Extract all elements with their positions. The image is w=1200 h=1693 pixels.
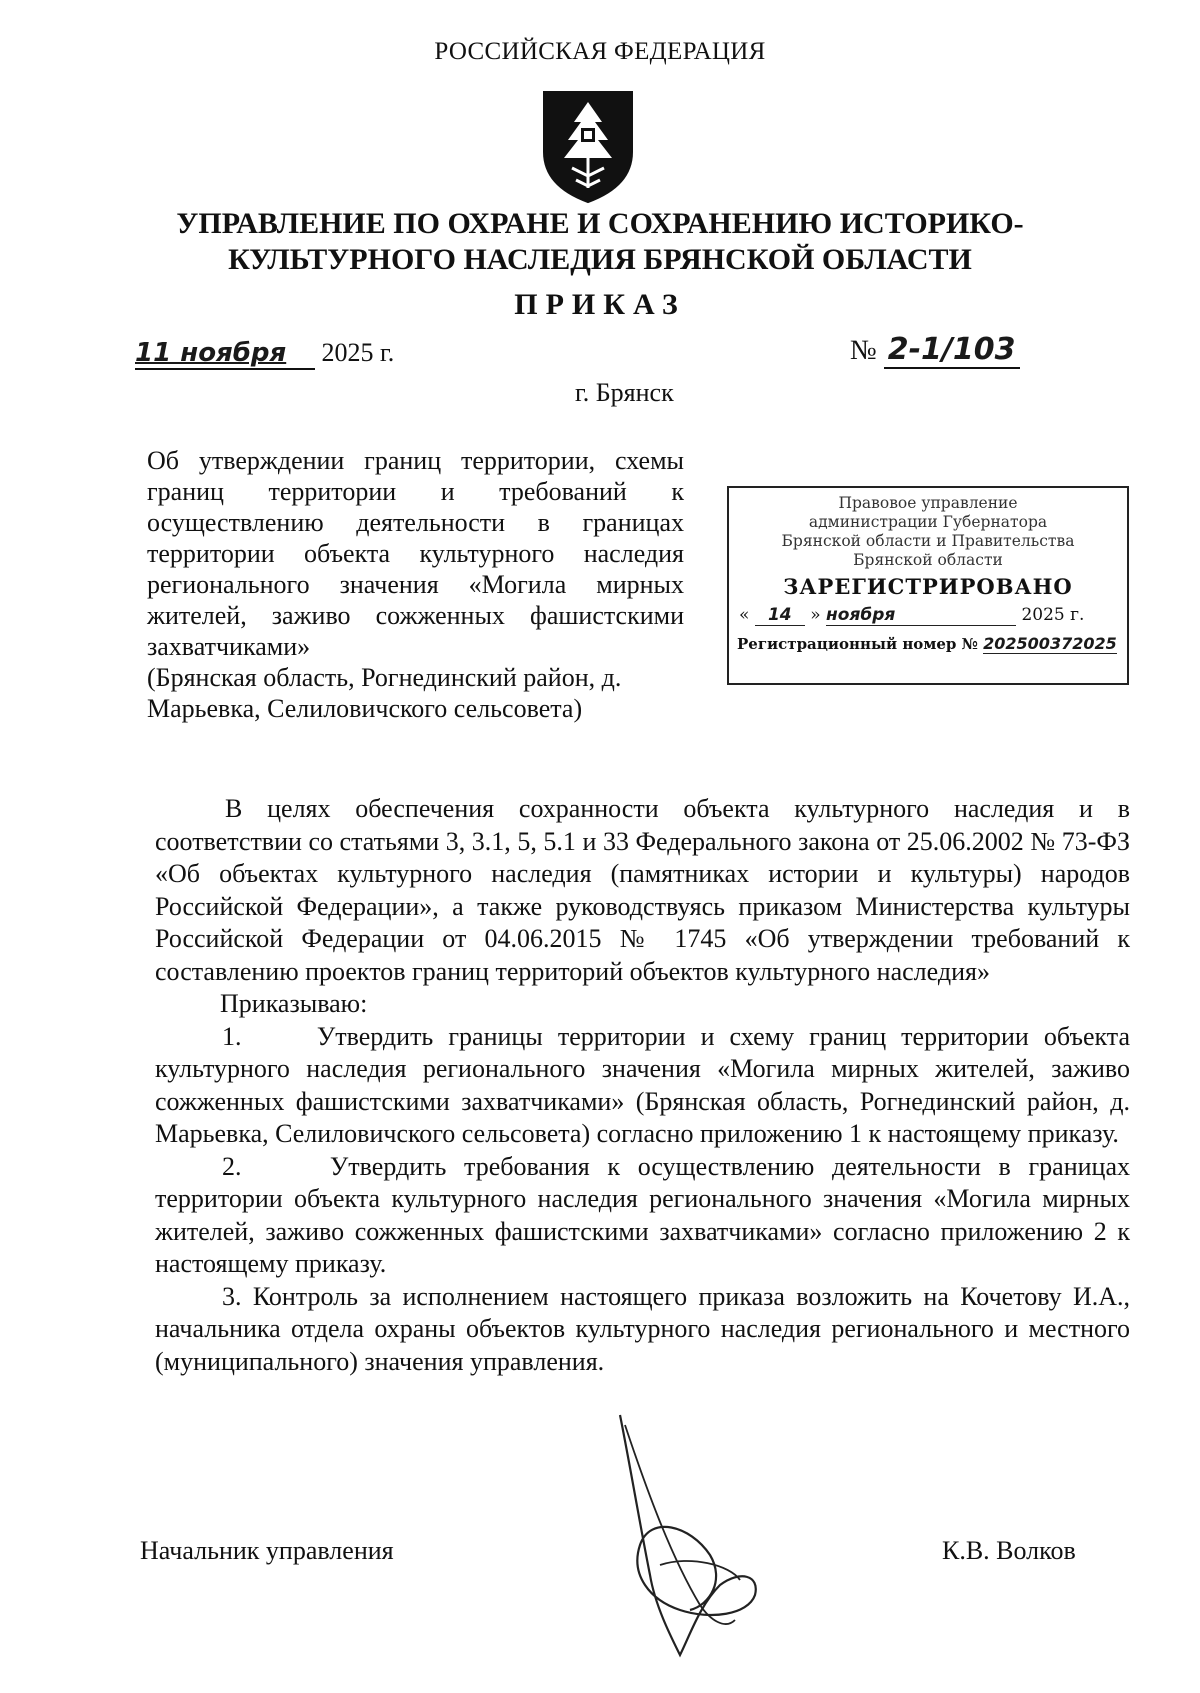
document-type: ПРИКАЗ	[514, 288, 686, 321]
stamp-quote-open: «	[739, 605, 750, 625]
bryansk-coat-of-arms-icon	[540, 90, 636, 204]
stamp-day: 14	[755, 605, 805, 626]
signer-position: Начальник управления	[140, 1536, 394, 1565]
stamp-line-3: Брянской области и Правительства	[781, 532, 1075, 550]
handwritten-number: 2-1/103	[884, 332, 1020, 369]
stamp-month: ноября	[826, 605, 1016, 626]
city: г. Брянск	[575, 378, 674, 407]
country-header: РОССИЙСКАЯ ФЕДЕРАЦИЯ	[434, 38, 766, 65]
organization-line-2: КУЛЬТУРНОГО НАСЛЕДИЯ БРЯНСКОЙ ОБЛАСТИ	[228, 243, 972, 276]
subject-title: Об утверждении границ территории, схемы границ территории и требований к осуществлению деятельности в границах территории объекта культурного наследия регионального значения «Могила мирных жителей, заживо сожженных фашистскими захватчиками»	[147, 446, 684, 661]
organization-line-1: УПРАВЛЕНИЕ ПО ОХРАНЕ И СОХРАНЕНИЮ ИСТОРИКО-	[176, 207, 1024, 240]
order-subject	[147, 445, 684, 724]
handwritten-date: 11 ноября	[135, 338, 315, 370]
order-year: 2025 г.	[321, 338, 395, 367]
stamp-line-1: Правовое управление	[838, 494, 1018, 512]
order-item-2: 2. Утвердить требования к осуществлению деятельности в границах территории объекта культурного наследия регионального значения «Могила мирных жителей, заживо сожженных фашистскими захватчиками» согласно приложению 2 к настоящему приказу.	[155, 1151, 1130, 1278]
stamp-reg-value: 202500372025	[983, 634, 1117, 653]
stamp-year: 2025 г.	[1021, 605, 1085, 625]
stamp-registered: ЗАРЕГИСТРИРОВАНО	[783, 574, 1073, 599]
stamp-reg-number	[729, 634, 1127, 654]
organization-name	[100, 206, 1100, 278]
preamble: В целях обеспечения сохранности объекта культурного наследия и в соответствии со статьями 3, 3.1, 5, 5.1 и 33 Федерального закона от 25.06.2002 № 73-ФЗ «Об объектах культурного наследия (памятниках истории и культуры) народов Российской Федерации», а также руководствуясь приказом Министерства культуры Российской Федерации от 04.06.2015 № 1745 «Об утверждении требований к составлению проектов границ территорий объектов культурного наследия»	[155, 794, 1130, 986]
order-date	[135, 338, 394, 370]
stamp-reg-label: Регистрационный номер №	[737, 635, 978, 653]
order-item-3: 3. Контроль за исполнением настоящего приказа возложить на Кочетову И.А., начальника отдела охраны объектов культурного наследия регионального и местного (муниципального) значения управления.	[155, 1281, 1130, 1376]
subject-location: (Брянская область, Рогнединский район, д. Марьевка, Селиловичского сельсовета)	[147, 663, 622, 723]
order-body	[155, 793, 1130, 1378]
order-word: Приказываю:	[220, 989, 368, 1018]
registration-stamp	[727, 486, 1129, 685]
stamp-quote-close: »	[810, 605, 821, 625]
number-prefix: №	[850, 335, 877, 366]
handwritten-signature	[560, 1405, 810, 1665]
signer-name: К.В. Волков	[942, 1536, 1076, 1565]
stamp-line-2: администрации Губернатора	[808, 513, 1048, 531]
stamp-date	[729, 605, 1127, 626]
order-item-1: 1. Утвердить границы территории и схему границ территории объекта культурного наследия регионального значения «Могила мирных жителей, заживо сожженных фашистскими захватчиками» (Брянская область, Рогнединский район, д. Марьевка, Селиловичского сельсовета) согласно приложению 1 к настоящему приказу.	[155, 1021, 1130, 1148]
order-number	[850, 332, 1020, 369]
stamp-line-4: Брянской области	[853, 551, 1003, 569]
